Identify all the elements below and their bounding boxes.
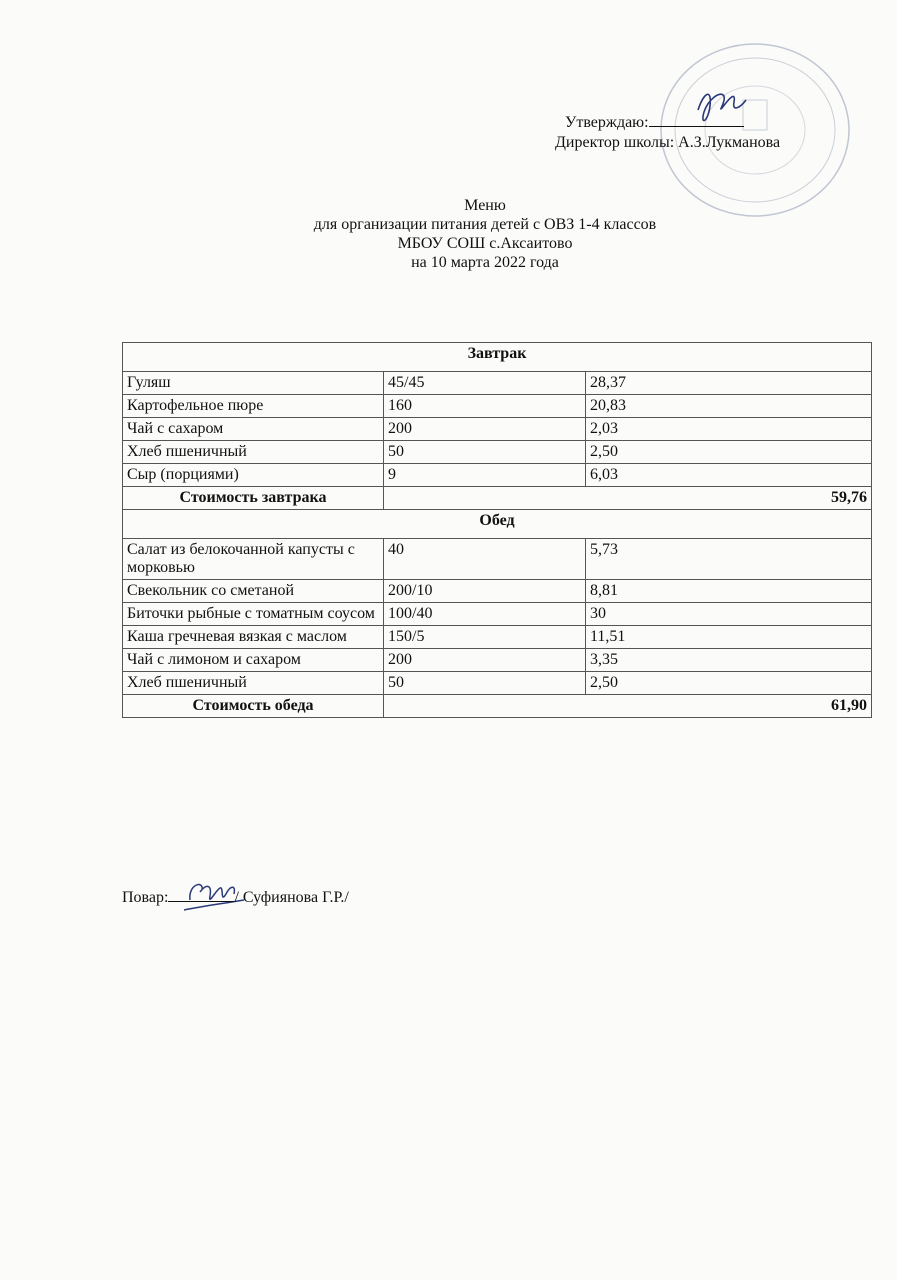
dish-name: Свекольник со сметаной <box>123 580 384 603</box>
title-line-3: МБОУ СОШ с.Аксаитово <box>397 235 573 252</box>
cook-label: Повар: <box>122 889 169 906</box>
dish-portion: 50 <box>384 441 586 464</box>
approval-label: Утверждаю: <box>565 114 649 131</box>
menu-table <box>122 342 872 718</box>
dish-portion: 200/10 <box>384 580 586 603</box>
dish-name: Картофельное пюре <box>123 395 384 418</box>
table-row <box>123 464 872 487</box>
table-row <box>123 649 872 672</box>
dish-name: Хлеб пшеничный <box>123 441 384 464</box>
table-row <box>123 418 872 441</box>
dish-name: Каша гречневая вязкая с маслом <box>123 626 384 649</box>
dish-name: Гуляш <box>123 372 384 395</box>
breakfast-total-row <box>123 487 872 510</box>
dish-portion: 160 <box>384 395 586 418</box>
breakfast-heading: Завтрак <box>123 343 872 372</box>
lunch-total-row <box>123 695 872 718</box>
cook-signature-line <box>168 887 234 902</box>
title-line-2: для организации питания детей с ОВЗ 1-4 классов <box>313 216 657 233</box>
table-row <box>123 580 872 603</box>
dish-price: 28,37 <box>586 372 872 395</box>
dish-portion: 100/40 <box>384 603 586 626</box>
dish-name: Хлеб пшеничный <box>123 672 384 695</box>
dish-price: 3,35 <box>586 649 872 672</box>
cook-name: / Суфиянова Г.Р./ <box>234 889 349 906</box>
approval-signature-line <box>649 112 744 127</box>
menu-title <box>0 196 897 272</box>
dish-portion: 150/5 <box>384 626 586 649</box>
table-row <box>123 603 872 626</box>
dish-price: 2,50 <box>586 672 872 695</box>
title-line-4: на 10 марта 2022 года <box>411 254 559 271</box>
dish-name: Салат из белокочанной капусты с морковью <box>123 539 384 580</box>
dish-price: 2,50 <box>586 441 872 464</box>
dish-price: 20,83 <box>586 395 872 418</box>
table-row <box>123 441 872 464</box>
dish-portion: 40 <box>384 539 586 580</box>
table-row <box>123 672 872 695</box>
table-row <box>123 539 872 580</box>
breakfast-heading-row <box>123 343 872 372</box>
dish-price: 30 <box>586 603 872 626</box>
dish-price: 6,03 <box>586 464 872 487</box>
dish-name: Сыр (порциями) <box>123 464 384 487</box>
dish-price: 2,03 <box>586 418 872 441</box>
dish-portion: 200 <box>384 418 586 441</box>
approval-line <box>555 112 780 133</box>
lunch-heading: Обед <box>123 510 872 539</box>
approval-block <box>555 112 780 153</box>
title-line-1: Меню <box>464 197 506 214</box>
dish-price: 5,73 <box>586 539 872 580</box>
dish-portion: 200 <box>384 649 586 672</box>
dish-portion: 9 <box>384 464 586 487</box>
approval-position: Директор школы: А.З.Лукманова <box>555 134 781 151</box>
cook-block <box>122 887 349 908</box>
lunch-total-value: 61,90 <box>384 695 872 718</box>
breakfast-total-label: Стоимость завтрака <box>123 487 384 510</box>
dish-name: Чай с лимоном и сахаром <box>123 649 384 672</box>
dish-price: 11,51 <box>586 626 872 649</box>
lunch-heading-row <box>123 510 872 539</box>
table-row <box>123 395 872 418</box>
table-row <box>123 626 872 649</box>
dish-price: 8,81 <box>586 580 872 603</box>
dish-portion: 45/45 <box>384 372 586 395</box>
breakfast-total-value: 59,76 <box>384 487 872 510</box>
table-row <box>123 372 872 395</box>
dish-portion: 50 <box>384 672 586 695</box>
dish-name: Биточки рыбные с томатным соусом <box>123 603 384 626</box>
dish-name: Чай с сахаром <box>123 418 384 441</box>
lunch-total-label: Стоимость обеда <box>123 695 384 718</box>
